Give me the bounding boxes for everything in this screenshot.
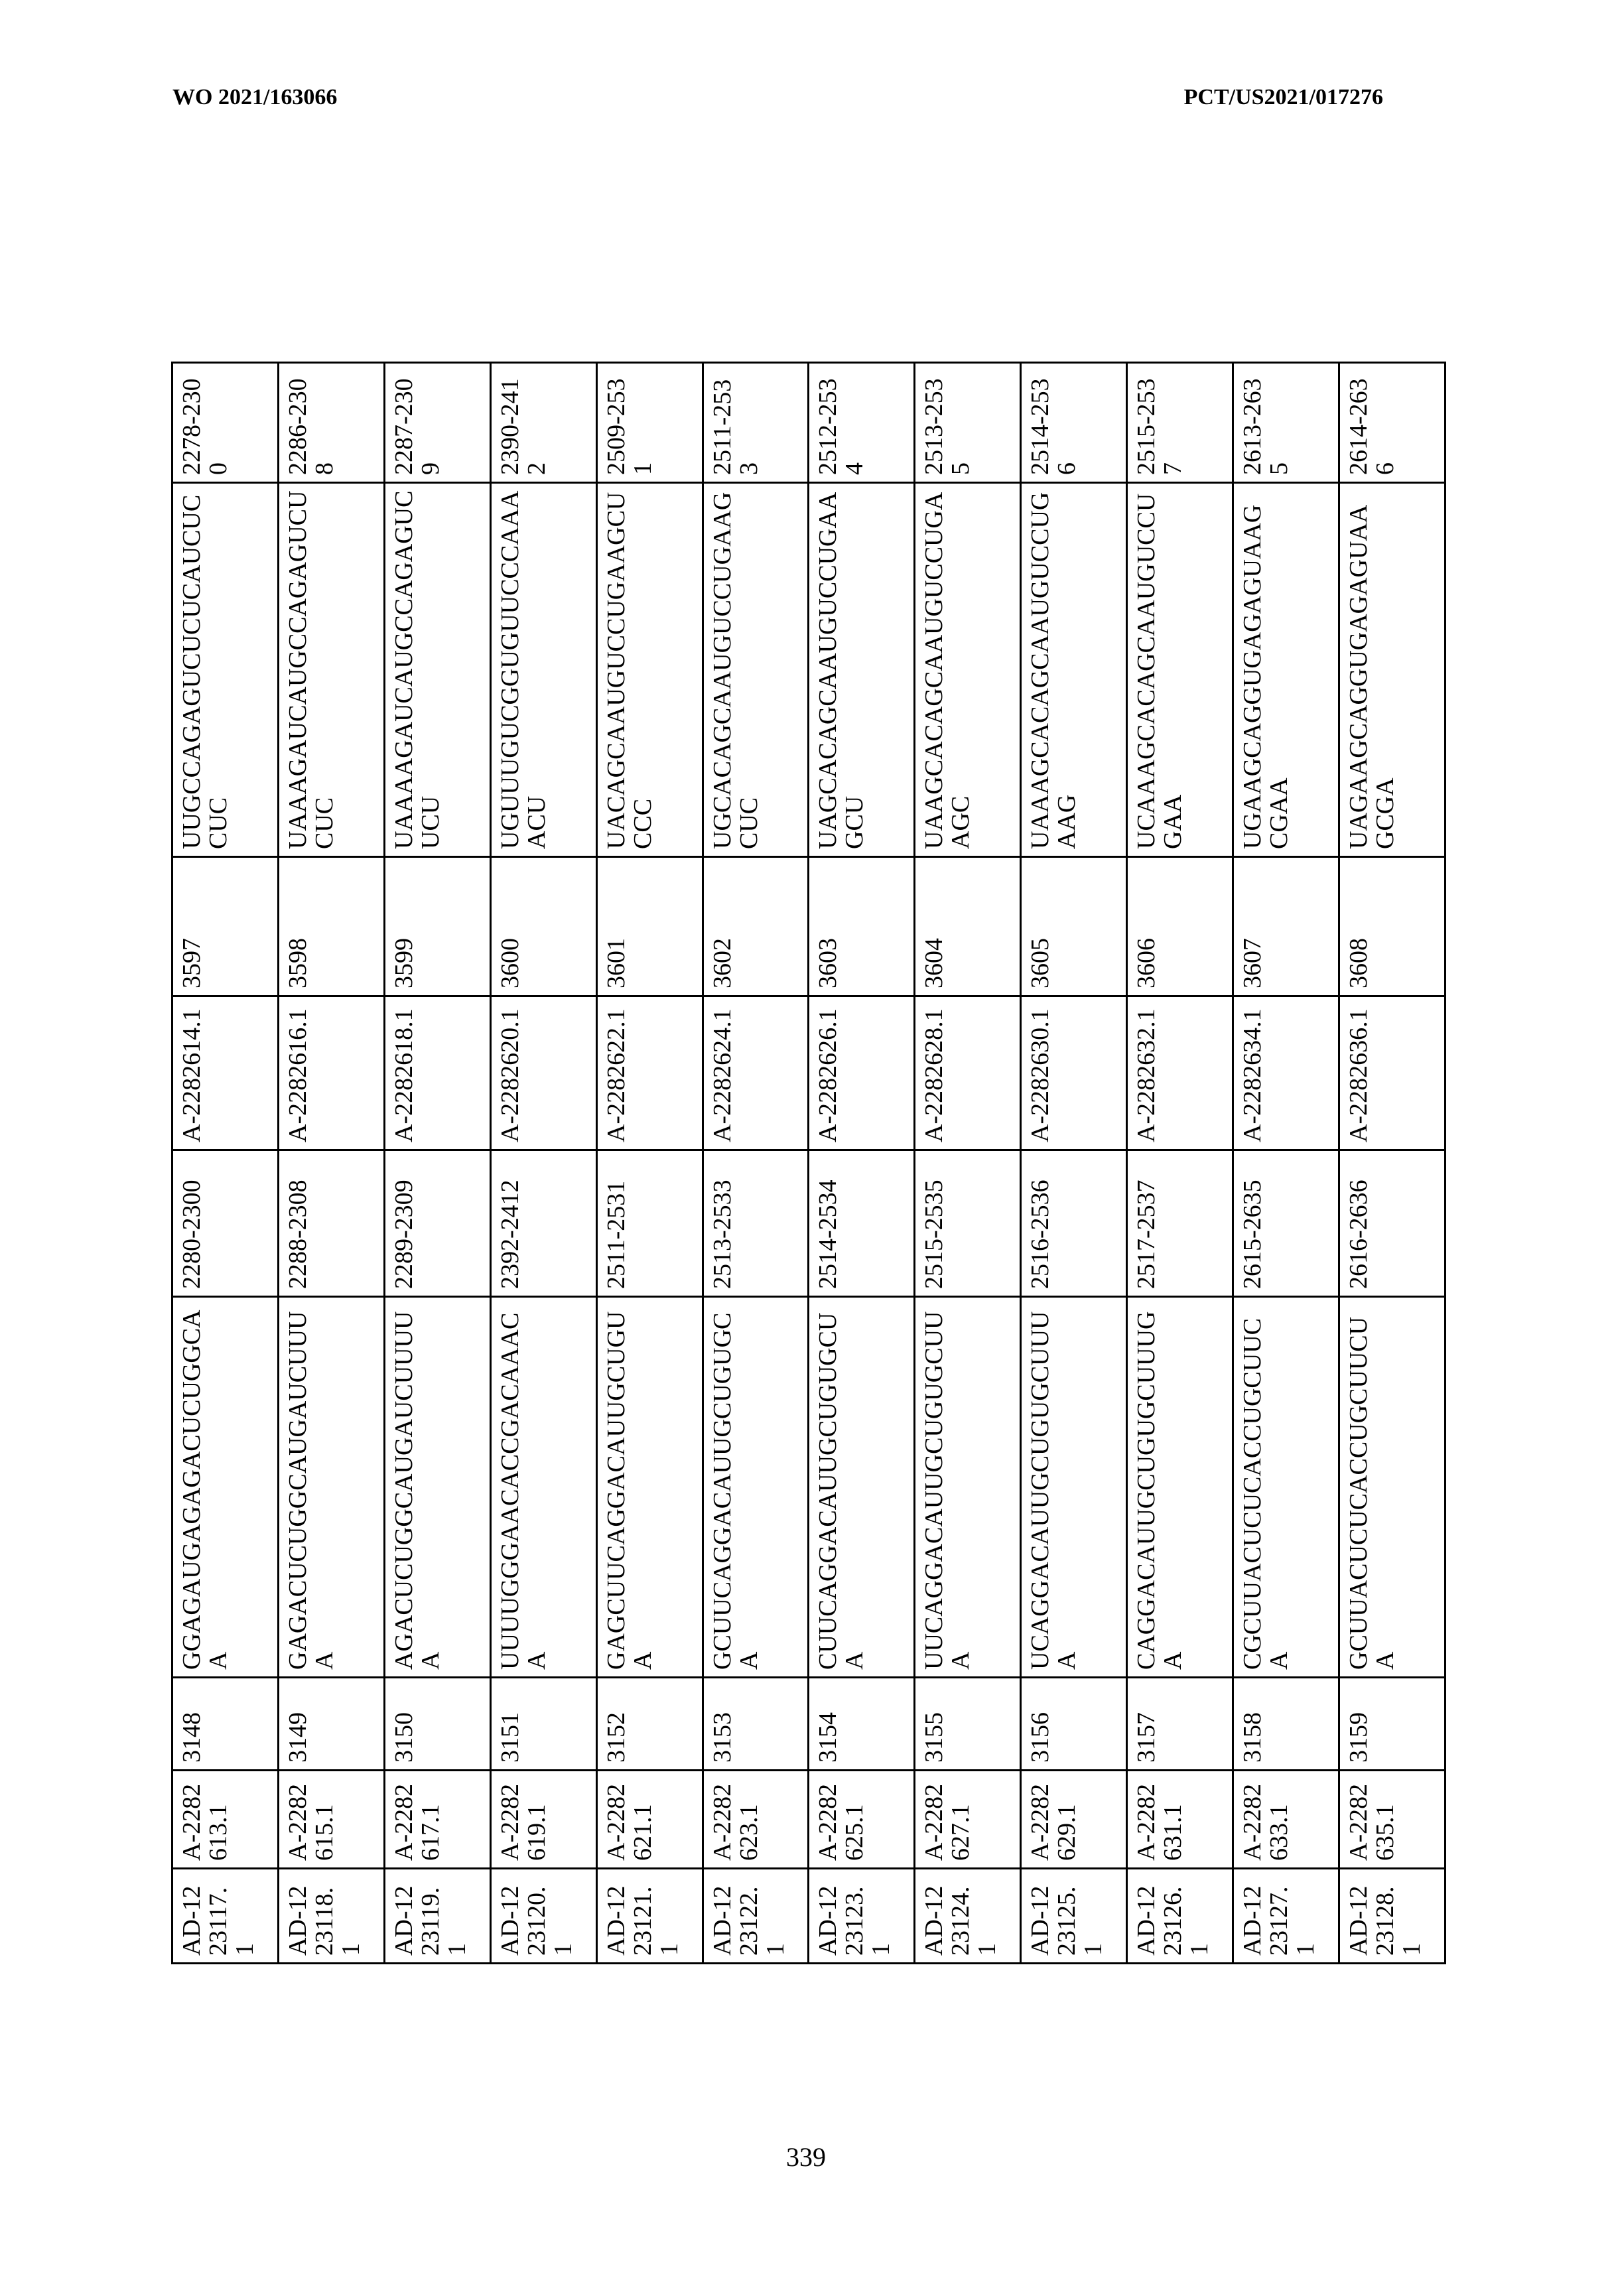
antisense-range-cell: 2278-2300 (172, 363, 279, 483)
sense-range-cell: 2392-2412 (490, 1150, 596, 1297)
antisense-seq-id-cell: 3604 (915, 857, 1021, 996)
antisense-strand-id-cell: A-2282620.1 (490, 996, 596, 1150)
antisense-strand-id-cell: A-2282624.1 (703, 996, 809, 1150)
antisense-sequence-cell: UUGCCAGAGUCUCUCAUCUCCUC (172, 483, 279, 857)
antisense-range-cell: 2286-2308 (278, 363, 384, 483)
sense-sequence-cell: GAGACUCUGGCAUGAUCUUUA (278, 1297, 384, 1678)
sense-sequence-cell: UUCAGGACAUUGCUGUGCUUA (915, 1297, 1021, 1678)
sense-strand-id-cell: A-2282635.1 (1339, 1771, 1445, 1869)
sense-strand-id-cell: A-2282623.1 (703, 1771, 809, 1869)
sense-strand-id-cell: A-2282631.1 (1127, 1771, 1233, 1869)
sense-seq-id-cell: 3155 (915, 1678, 1021, 1771)
table-row (384, 363, 490, 1964)
sense-range-cell: 2513-2533 (703, 1150, 809, 1297)
table-row (278, 363, 384, 1964)
antisense-range-cell: 2512-2534 (809, 363, 915, 483)
table-row (172, 363, 279, 1964)
sense-strand-id-cell: A-2282625.1 (809, 1771, 915, 1869)
antisense-seq-id-cell: 3598 (278, 857, 384, 996)
duplex-id-cell: AD-1223123.1 (809, 1869, 915, 1964)
duplex-id-cell: AD-1223124.1 (915, 1869, 1021, 1964)
antisense-range-cell: 2509-2531 (596, 363, 703, 483)
sense-seq-id-cell: 3148 (172, 1678, 279, 1771)
sense-sequence-cell: UUUUGGGAACACCGACAAACA (490, 1297, 596, 1678)
sense-sequence-cell: CGCUUACUCUCACCUGCUUCA (1233, 1297, 1339, 1678)
table-row (915, 363, 1021, 1964)
antisense-strand-id-cell: A-2282632.1 (1127, 996, 1233, 1150)
antisense-strand-id-cell: A-2282628.1 (915, 996, 1021, 1150)
sense-sequence-cell: GAGCUUCAGGACAUUGCUGUA (596, 1297, 703, 1678)
antisense-strand-id-cell: A-2282630.1 (1021, 996, 1127, 1150)
antisense-seq-id-cell: 3608 (1339, 857, 1445, 996)
antisense-sequence-cell: UACAGCAAUGUCCUGAAGCUCCC (596, 483, 703, 857)
sense-range-cell: 2514-2534 (809, 1150, 915, 1297)
table-row (490, 363, 596, 1964)
antisense-strand-id-cell: A-2282616.1 (278, 996, 384, 1150)
antisense-sequence-cell: UGCACAGCAAUGUCCUGAAGCUC (703, 483, 809, 857)
antisense-range-cell: 2514-2536 (1021, 363, 1127, 483)
sense-range-cell: 2615-2635 (1233, 1150, 1339, 1297)
antisense-sequence-cell: UAAGCACAGCAAUGUCCUGAAGC (915, 483, 1021, 857)
antisense-sequence-cell: UAAAAGAUCAUGCCAGAGUCUCU (384, 483, 490, 857)
antisense-range-cell: 2614-2636 (1339, 363, 1445, 483)
sense-sequence-cell: GGAGAUGAGAGACUCUGGCAA (172, 1297, 279, 1678)
table-row (703, 363, 809, 1964)
table-row (1021, 363, 1127, 1964)
sense-sequence-cell: CAGGACAUUGCUGUGCUUUGA (1127, 1297, 1233, 1678)
table-row (809, 363, 915, 1964)
duplex-id-cell: AD-1223126.1 (1127, 1869, 1233, 1964)
antisense-range-cell: 2515-2537 (1127, 363, 1233, 483)
sense-seq-id-cell: 3154 (809, 1678, 915, 1771)
antisense-seq-id-cell: 3599 (384, 857, 490, 996)
sense-strand-id-cell: A-2282629.1 (1021, 1771, 1127, 1869)
antisense-strand-id-cell: A-2282614.1 (172, 996, 279, 1150)
antisense-sequence-cell: UCAAAGCACAGCAAUGUCCUGAA (1127, 483, 1233, 857)
antisense-strand-id-cell: A-2282634.1 (1233, 996, 1339, 1150)
antisense-range-cell: 2613-2635 (1233, 363, 1339, 483)
antisense-range-cell: 2511-2533 (703, 363, 809, 483)
sense-seq-id-cell: 3153 (703, 1678, 809, 1771)
duplex-id-cell: AD-1223117.1 (172, 1869, 279, 1964)
table-row (1233, 363, 1339, 1964)
duplex-id-cell: AD-1223120.1 (490, 1869, 596, 1964)
antisense-sequence-cell: UAAAGCACAGCAAUGUCCUGAAG (1021, 483, 1127, 857)
sense-seq-id-cell: 3152 (596, 1678, 703, 1771)
page-number: 339 (0, 2141, 1612, 2173)
table-row (596, 363, 703, 1964)
sense-sequence-cell: GCUUACUCUCACCUGCUUCUA (1339, 1297, 1445, 1678)
sense-sequence-cell: CUUCAGGACAUUGCUGUGCUA (809, 1297, 915, 1678)
duplex-id-cell: AD-1223125.1 (1021, 1869, 1127, 1964)
sense-range-cell: 2517-2537 (1127, 1150, 1233, 1297)
antisense-strand-id-cell: A-2282626.1 (809, 996, 915, 1150)
sense-seq-id-cell: 3158 (1233, 1678, 1339, 1771)
sense-strand-id-cell: A-2282627.1 (915, 1771, 1021, 1869)
sense-sequence-cell: UCAGGACAUUGCUGUGCUUUA (1021, 1297, 1127, 1678)
duplex-id-cell: AD-1223119.1 (384, 1869, 490, 1964)
sense-seq-id-cell: 3156 (1021, 1678, 1127, 1771)
antisense-range-cell: 2390-2412 (490, 363, 596, 483)
sense-range-cell: 2280-2300 (172, 1150, 279, 1297)
antisense-sequence-cell: UGUUUGUCGGUGUUCCCAAAACU (490, 483, 596, 857)
sense-strand-id-cell: A-2282619.1 (490, 1771, 596, 1869)
antisense-range-cell: 2287-2309 (384, 363, 490, 483)
antisense-seq-id-cell: 3597 (172, 857, 279, 996)
antisense-seq-id-cell: 3602 (703, 857, 809, 996)
sense-seq-id-cell: 3159 (1339, 1678, 1445, 1771)
antisense-range-cell: 2513-2535 (915, 363, 1021, 483)
table-row (1339, 363, 1445, 1964)
sense-sequence-cell: AGACUCUGGCAUGAUCUUUUA (384, 1297, 490, 1678)
sense-strand-id-cell: A-2282617.1 (384, 1771, 490, 1869)
sense-range-cell: 2288-2308 (278, 1150, 384, 1297)
duplex-id-cell: AD-1223118.1 (278, 1869, 384, 1964)
sense-strand-id-cell: A-2282613.1 (172, 1771, 279, 1869)
sense-sequence-cell: GCUUCAGGACAUUGCUGUGCA (703, 1297, 809, 1678)
publication-number: WO 2021/163066 (172, 85, 337, 110)
sense-range-cell: 2516-2536 (1021, 1150, 1127, 1297)
table-row (1127, 363, 1233, 1964)
antisense-seq-id-cell: 3605 (1021, 857, 1127, 996)
antisense-sequence-cell: UAAAGAUCAUGCCAGAGUCUCUC (278, 483, 384, 857)
duplex-id-cell: AD-1223121.1 (596, 1869, 703, 1964)
duplex-id-cell: AD-1223128.1 (1339, 1869, 1445, 1964)
antisense-sequence-cell: UGAAGCAGGUGAGAGUAAGCGAA (1233, 483, 1339, 857)
application-number: PCT/US2021/017276 (1184, 85, 1383, 110)
antisense-sequence-cell: UAGAAGCAGGUGAGAGUAAGCGA (1339, 483, 1445, 857)
sense-seq-id-cell: 3157 (1127, 1678, 1233, 1771)
sense-strand-id-cell: A-2282621.1 (596, 1771, 703, 1869)
sense-seq-id-cell: 3151 (490, 1678, 596, 1771)
sense-strand-id-cell: A-2282615.1 (278, 1771, 384, 1869)
antisense-strand-id-cell: A-2282636.1 (1339, 996, 1445, 1150)
sense-seq-id-cell: 3149 (278, 1678, 384, 1771)
sense-range-cell: 2515-2535 (915, 1150, 1021, 1297)
antisense-seq-id-cell: 3606 (1127, 857, 1233, 996)
antisense-seq-id-cell: 3603 (809, 857, 915, 996)
duplex-id-cell: AD-1223122.1 (703, 1869, 809, 1964)
sequence-table (171, 364, 1446, 1964)
sense-range-cell: 2289-2309 (384, 1150, 490, 1297)
antisense-seq-id-cell: 3601 (596, 857, 703, 996)
sense-seq-id-cell: 3150 (384, 1678, 490, 1771)
sense-range-cell: 2616-2636 (1339, 1150, 1445, 1297)
antisense-seq-id-cell: 3600 (490, 857, 596, 996)
antisense-strand-id-cell: A-2282618.1 (384, 996, 490, 1150)
duplex-id-cell: AD-1223127.1 (1233, 1869, 1339, 1964)
sense-range-cell: 2511-2531 (596, 1150, 703, 1297)
antisense-sequence-cell: UAGCACAGCAAUGUCCUGAAGCU (809, 483, 915, 857)
antisense-seq-id-cell: 3607 (1233, 857, 1339, 996)
sense-strand-id-cell: A-2282633.1 (1233, 1771, 1339, 1869)
antisense-strand-id-cell: A-2282622.1 (596, 996, 703, 1150)
